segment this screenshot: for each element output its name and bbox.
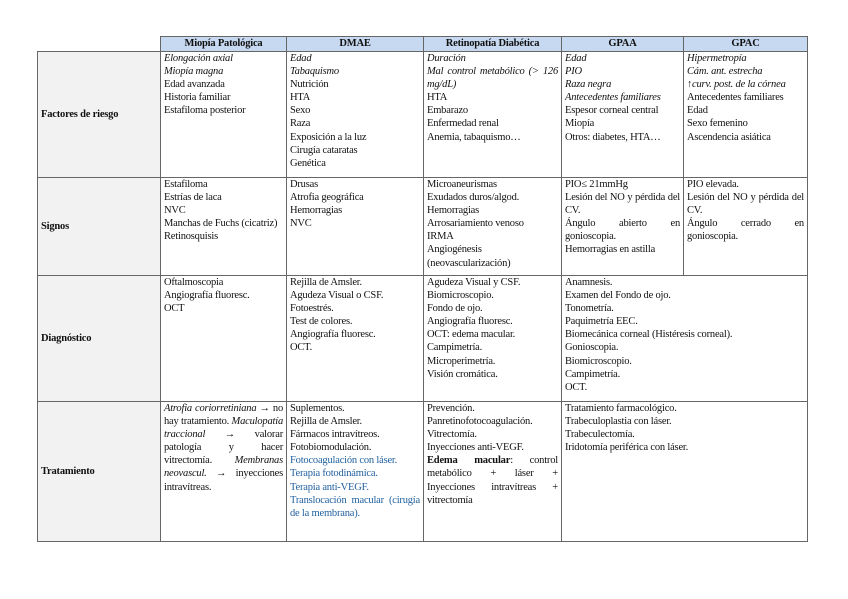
cell-factores-miopia <box>161 52 287 178</box>
text-line: Antecedentes familiares <box>687 92 784 104</box>
text-line: PIO≤ 21mmHg <box>565 179 628 190</box>
row-label-tratamiento: Tratamiento <box>38 402 161 542</box>
text-line: : control metabólico + láser + Inyecciones intravítreas + vitrectomía <box>427 455 558 506</box>
text-line: Suplementos. <box>290 403 345 414</box>
text-line: → inyecciones intravítreas. <box>164 468 283 493</box>
text-line: Anamnesis. <box>565 277 613 288</box>
text-line: Edad avanzada <box>164 79 225 91</box>
text-line: Raza negra <box>565 79 612 91</box>
row-diagnostico <box>38 276 808 402</box>
text-line: Tonometría. <box>565 303 614 315</box>
text-line: Otros: diabetes, HTA… <box>565 131 661 143</box>
text-line: Estrías de laca <box>164 192 222 204</box>
text-line: Lesión del NO y pérdida del CV. <box>687 192 804 217</box>
text-line: Ángulo abierto en gonioscopia. <box>565 218 680 243</box>
text-line: Raza <box>290 118 311 130</box>
text-line: Ascendencia asiática <box>687 131 771 143</box>
header-retinopatia: Retinopatía Diabética <box>424 37 562 52</box>
text-line: Genética <box>290 157 326 169</box>
text-line: Paquimetría EEC. <box>565 316 638 328</box>
text-line: Atrofia coriorretiniana <box>164 403 257 414</box>
row-label-signos: Signos <box>38 178 161 276</box>
text-line: Fármacos intravítreos. <box>290 429 380 441</box>
text-line: Angiografía fluoresc. <box>164 290 250 302</box>
text-line: Enfermedad renal <box>427 118 499 130</box>
text-line: → valorar patología y hacer vitrectomía. <box>164 429 283 467</box>
text-line: Edema macular <box>427 455 511 467</box>
text-line: Microperimetría. <box>427 355 496 367</box>
text-line: → no hay tratamiento. <box>164 403 284 428</box>
row-factores <box>38 52 808 178</box>
text-line: Agudeza Visual y CSF. <box>427 277 521 288</box>
text-line: PIO elevada. <box>687 179 739 190</box>
text-line: Exposición a la luz <box>290 131 367 143</box>
cell-signos-gpaa <box>562 178 684 276</box>
row-label-factores: Factores de riesgo <box>38 52 161 178</box>
row-label-diagnostico: Diagnóstico <box>38 276 161 402</box>
text-line: Biomecánica corneal (Histéresis corneal). <box>565 329 733 341</box>
text-line: Antecedentes familiares <box>565 92 661 104</box>
text-line: Drusas <box>290 179 318 190</box>
text-line: Manchas de Fuchs (cicatriz) <box>164 218 278 230</box>
text-line: Trabeculoplastia con láser. <box>565 416 672 428</box>
text-line: PIO <box>565 66 582 78</box>
text-line: Edad <box>565 53 587 64</box>
text-line: Sexo femenino <box>687 118 748 130</box>
header-gpaa: GPAA <box>562 37 684 52</box>
text-line: Fotoestrés. <box>290 303 334 315</box>
text-line: Angiografía fluoresc. <box>290 329 376 341</box>
text-line: Elongación axial <box>164 53 233 64</box>
text-line: Iridotomía periférica con láser. <box>565 442 689 454</box>
text-line: NVC <box>290 218 312 230</box>
text-line: Angiogénesis (neovascularización) <box>427 244 511 269</box>
text-line: Tratamiento farmacológico. <box>565 403 677 414</box>
header-miopia: Miopía Patológica <box>161 37 287 52</box>
text-line: Retinosquisis <box>164 231 218 243</box>
text-line: Embarazo <box>427 105 468 117</box>
cell-tratamiento-glaucoma <box>562 402 808 542</box>
text-line: Hipermetropía <box>687 53 747 64</box>
text-line: Oftalmoscopia <box>164 277 224 288</box>
text-line: Visión cromática. <box>427 368 498 380</box>
text-line: Translocación macular (cirugía de la membrana). <box>290 494 420 519</box>
text-line: Biomicroscopio. <box>427 290 494 302</box>
text-line: Ángulo cerrado en gonioscopia. <box>687 218 804 243</box>
text-line: Edad <box>687 105 708 117</box>
cell-diagnostico-retinopatia <box>424 276 562 402</box>
cell-factores-gpac <box>684 52 808 178</box>
text-line: ↑curv. post. de la córnea <box>687 79 786 91</box>
cell-signos-gpac <box>684 178 808 276</box>
text-line: OCT. <box>290 342 313 354</box>
header-corner <box>38 37 161 52</box>
text-line: Cirugía cataratas <box>290 144 358 156</box>
cell-tratamiento-miopia <box>161 402 287 542</box>
text-line: Fotocoagulación con láser. <box>290 455 398 467</box>
cell-signos-miopia <box>161 178 287 276</box>
text-line: Trabeculectomía. <box>565 429 635 441</box>
row-tratamiento <box>38 402 808 542</box>
cell-tratamiento-dmae <box>287 402 424 542</box>
header-dmae: DMAE <box>287 37 424 52</box>
header-gpac: GPAC <box>684 37 808 52</box>
cell-diagnostico-glaucoma <box>562 276 808 402</box>
text-line: Tabaquismo <box>290 66 339 78</box>
text-line: Membranas neovascul. <box>164 455 283 480</box>
cell-diagnostico-dmae <box>287 276 424 402</box>
text-line: Terapia fotodinámica. <box>290 468 378 480</box>
text-line: Maculopatía traccional <box>164 416 283 441</box>
cell-factores-gpaa <box>562 52 684 178</box>
text-line: OCT <box>164 303 185 315</box>
text-line: NVC <box>164 205 186 217</box>
text-line: Miopía magna <box>164 66 224 78</box>
cell-factores-retinopatia <box>424 52 562 178</box>
text-line: Exudados duros/algod. <box>427 192 520 204</box>
text-line: Espesor corneal central <box>565 105 659 117</box>
cell-signos-retinopatia <box>424 178 562 276</box>
text-line: OCT. <box>565 381 588 393</box>
text-line: Rejilla de Amsler. <box>290 416 362 428</box>
text-line: Inyecciones anti-VEGF. <box>427 442 524 454</box>
text-line: Cám. ant. estrecha <box>687 66 763 78</box>
text-line: Panretinofotocoagulación. <box>427 416 533 428</box>
text-line: Arrosariamiento venoso <box>427 218 524 230</box>
text-line: Gonioscopia. <box>565 342 619 354</box>
text-line: Estafiloma <box>164 179 208 190</box>
text-line: Hemorragias <box>290 205 343 217</box>
cell-tratamiento-retinopatia <box>424 402 562 542</box>
cell-signos-dmae <box>287 178 424 276</box>
text-line: Lesión del NO y pérdida del CV. <box>565 192 680 217</box>
text-line: Hemorragias en astilla <box>565 244 656 256</box>
text-line: Edad <box>290 53 312 64</box>
text-line: Anemia, tabaquismo… <box>427 131 521 143</box>
text-line: Nutrición <box>290 79 329 91</box>
text-line: IRMA <box>427 231 454 243</box>
cell-diagnostico-miopia <box>161 276 287 402</box>
text-line: Miopía <box>565 118 595 130</box>
text-line: Rejilla de Amsler. <box>290 277 362 288</box>
comparison-table <box>37 36 808 542</box>
text-line: Sexo <box>290 105 311 117</box>
text-line: Vitrectomía. <box>427 429 477 441</box>
text-line: Angiografía fluoresc. <box>427 316 513 328</box>
text-line: Estafiloma posterior <box>164 105 246 117</box>
text-line: Prevención. <box>427 403 475 414</box>
text-line: Historia familiar <box>164 92 231 104</box>
text-line: Duración <box>427 53 466 64</box>
text-line: HTA <box>290 92 311 104</box>
text-line: HTA <box>427 92 448 104</box>
text-line: Microaneurismas <box>427 179 497 190</box>
text-line: Campimetría. <box>565 368 621 380</box>
text-line: Examen del Fondo de ojo. <box>565 290 671 302</box>
cell-factores-dmae <box>287 52 424 178</box>
text-line: Biomicroscopio. <box>565 355 632 367</box>
text-line: Hemorragias <box>427 205 480 217</box>
text-line: Fondo de ojo. <box>427 303 483 315</box>
text-line: Test de colores. <box>290 316 353 328</box>
text-line: Fotobiomodulación. <box>290 442 372 454</box>
text-line: Agudeza Visual o CSF. <box>290 290 384 302</box>
row-signos <box>38 178 808 276</box>
header-row <box>38 37 808 52</box>
text-line: OCT: edema macular. <box>427 329 516 341</box>
text-line: Campimetría. <box>427 342 483 354</box>
text-line: Atrofia geográfica <box>290 192 364 204</box>
text-line: Terapia anti-VEGF. <box>290 481 369 493</box>
text-line: Mal control metabólico (> 126 mg/dL) <box>427 66 558 91</box>
